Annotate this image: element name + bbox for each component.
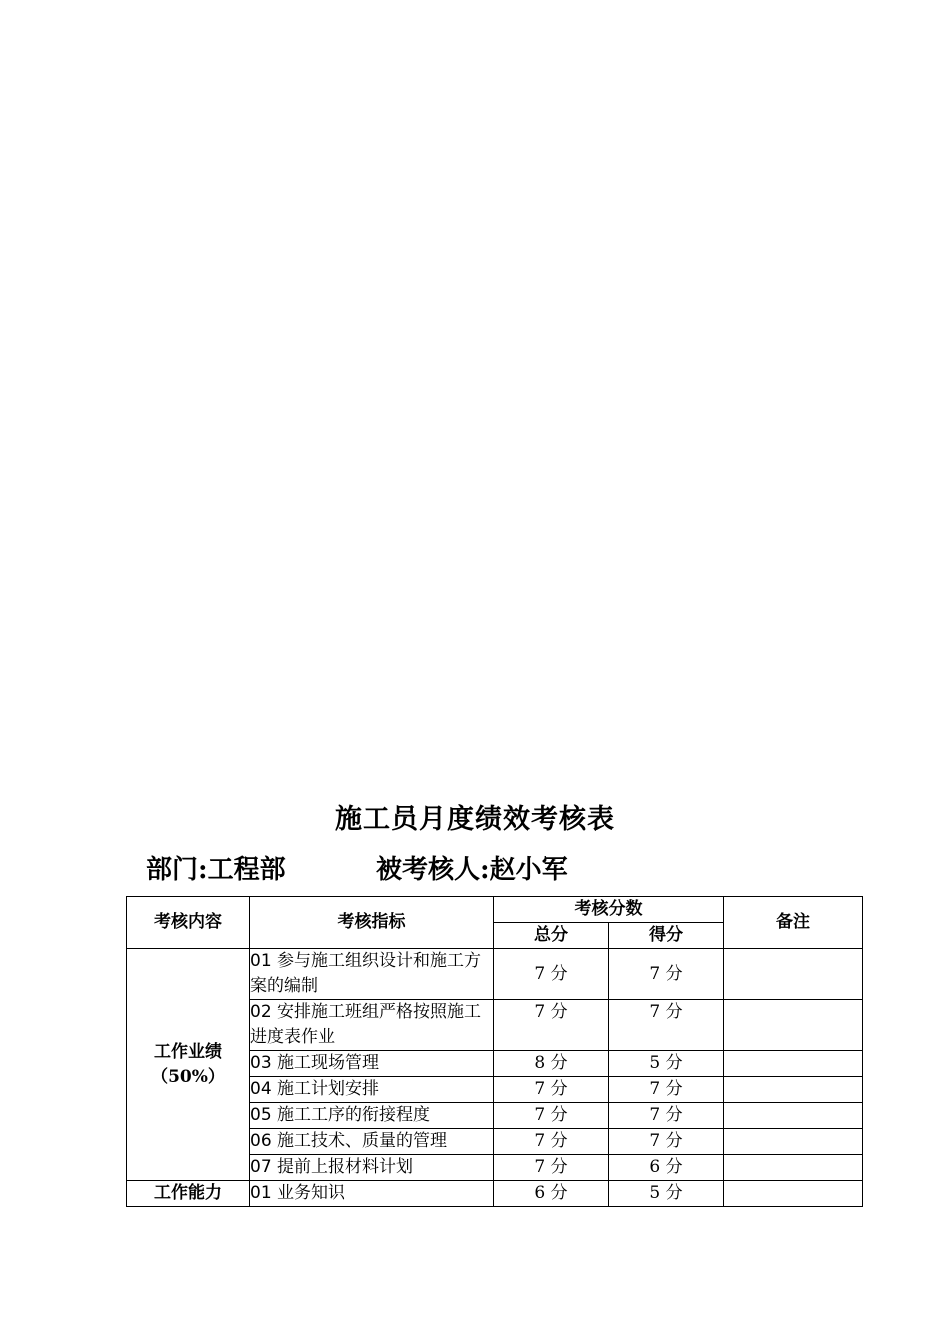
metric-cell: 01 参与施工组织设计和施工方案的编制 [250, 949, 494, 1000]
total-cell: 7 分 [494, 1103, 609, 1129]
note-cell [724, 1051, 863, 1077]
note-cell [724, 949, 863, 1000]
table-row [127, 949, 863, 1000]
category-ability: 工作能力 [127, 1181, 250, 1207]
header-note: 备注 [724, 897, 863, 949]
got-cell: 7 分 [609, 949, 724, 1000]
got-cell: 7 分 [609, 1000, 724, 1051]
got-cell: 5 分 [609, 1181, 724, 1207]
note-cell [724, 1181, 863, 1207]
note-cell [724, 1077, 863, 1103]
page-title: 施工员月度绩效考核表 [335, 804, 615, 835]
note-cell [724, 1129, 863, 1155]
note-cell [724, 1103, 863, 1129]
got-cell: 7 分 [609, 1077, 724, 1103]
note-cell [724, 1155, 863, 1181]
metric-cell: 01 业务知识 [250, 1181, 494, 1207]
table-row [127, 1181, 863, 1207]
metric-cell: 02 安排施工班组严格按照施工进度表作业 [250, 1000, 494, 1051]
total-cell: 7 分 [494, 1077, 609, 1103]
metric-cell: 05 施工工序的衔接程度 [250, 1103, 494, 1129]
assessee-label: 被考核人:赵小军 [376, 855, 568, 885]
category-weight: （50%） [151, 1066, 225, 1087]
metric-cell: 04 施工计划安排 [250, 1077, 494, 1103]
total-cell: 7 分 [494, 1000, 609, 1051]
header-got: 得分 [609, 923, 724, 949]
category-label: 工作业绩 [154, 1041, 222, 1062]
got-cell: 6 分 [609, 1155, 724, 1181]
metric-cell: 06 施工技术、质量的管理 [250, 1129, 494, 1155]
assessment-table [126, 896, 863, 1207]
got-cell: 7 分 [609, 1103, 724, 1129]
header-content: 考核内容 [127, 897, 250, 949]
department-label: 部门:工程部 [146, 855, 286, 885]
got-cell: 5 分 [609, 1051, 724, 1077]
header-metric: 考核指标 [250, 897, 494, 949]
header-row [127, 897, 863, 923]
total-cell: 8 分 [494, 1051, 609, 1077]
total-cell: 7 分 [494, 1129, 609, 1155]
header-total: 总分 [494, 923, 609, 949]
metric-cell: 07 提前上报材料计划 [250, 1155, 494, 1181]
total-cell: 7 分 [494, 1155, 609, 1181]
metric-cell: 03 施工现场管理 [250, 1051, 494, 1077]
got-cell: 7 分 [609, 1129, 724, 1155]
total-cell: 6 分 [494, 1181, 609, 1207]
category-performance [127, 949, 250, 1181]
total-cell: 7 分 [494, 949, 609, 1000]
note-cell [724, 1000, 863, 1051]
header-score: 考核分数 [494, 897, 724, 923]
